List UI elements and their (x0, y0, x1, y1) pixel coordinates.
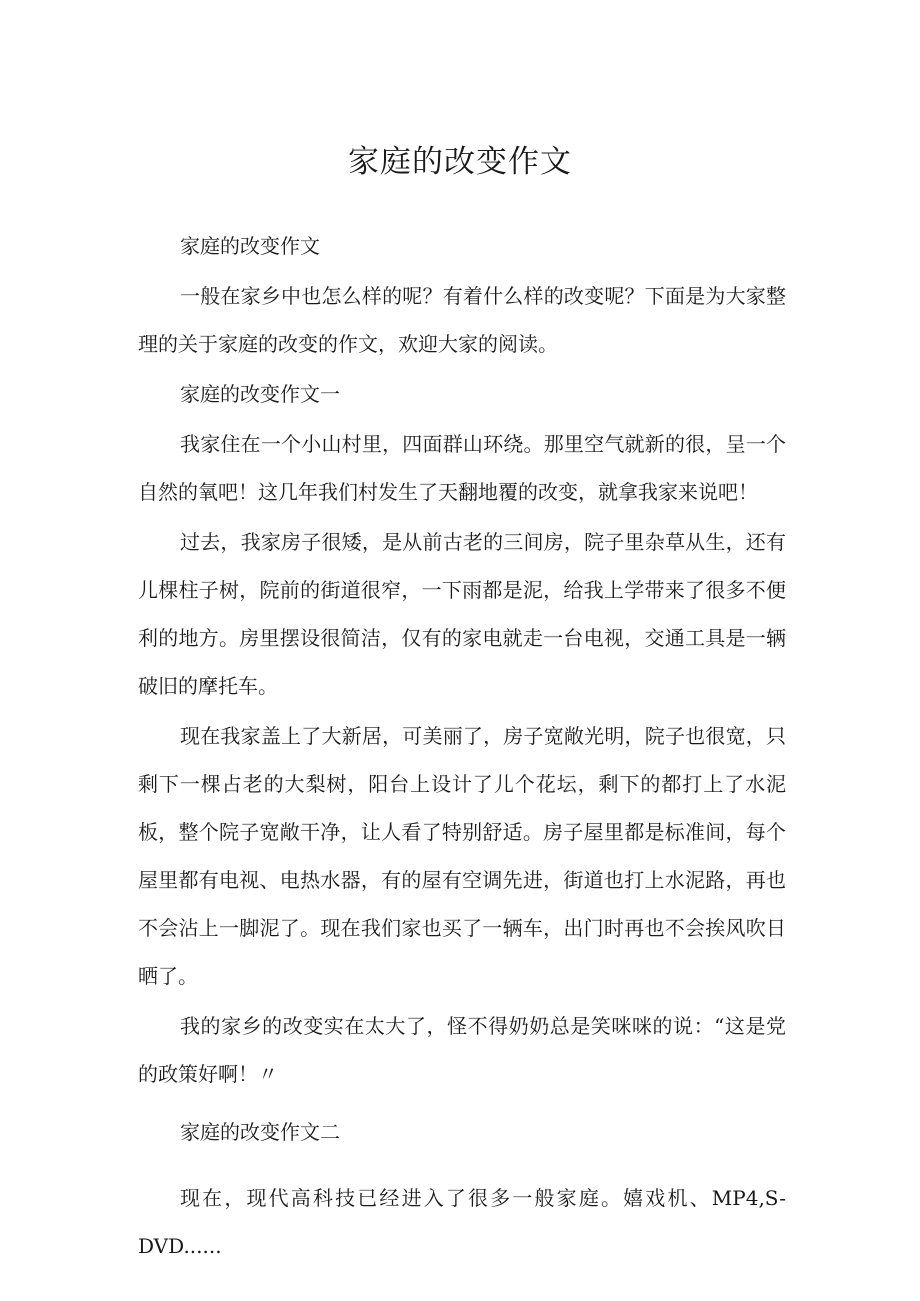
body-paragraph: 过去，我家房子很矮，是从前古老的三间房，院子里杂草从生，还有儿棵柱子树，院前的街道很窄，一下雨都是泥，给我上学带来了很多不便利的地方。房里摆设很简洁，仅有的家电就走一台电视，交通工具是一辆破旧的摩托车。 (138, 530, 786, 698)
section-heading-two: 家庭的改变作文二 (180, 1120, 340, 1144)
section-heading-one: 家庭的改变作文一 (180, 382, 340, 406)
document-body (138, 222, 786, 1270)
body-paragraph: 我家住在一个小山村里，四面群山环绕。那里空气就新的很，呈一个自然的氧吧！这几年我们村发生了天翻地覆的改变，就拿我家来说吧！ (138, 432, 786, 504)
subtitle-paragraph: 家庭的改变作文 (180, 234, 320, 258)
body-paragraph: 我的家乡的改变实在太大了，怪不得奶奶总是笑咪咪的说：“这是党的政策好啊！〃 (138, 1014, 786, 1086)
body-paragraph: 现在，现代高科技已经进入了很多一般家庭。嬉戏机、MP4,S-DVD...... (138, 1186, 786, 1258)
intro-paragraph: 一般在家乡中也怎么样的呢？有着什么样的改变呢？下面是为大家整理的关于家庭的改变的作文，欢迎大家的阅读。 (138, 284, 786, 356)
page-title: 家庭的改变作文 (348, 144, 572, 180)
body-paragraph: 现在我家盖上了大新居，可美丽了，房子宽敞光明，院子也很宽，只剩下一棵占老的大梨树，阳台上设计了儿个花坛，剩下的都打上了水泥板，整个院子宽敞干净，让人看了特别舒适。房子屋里都是标准间，每个屋里都有电视、电热水器，有的屋有空调先进，街道也打上水泥路，再也不会沾上一脚泥了。现在我们家也买了一辆车，出门时再也不会挨风吹日晒了。 (138, 724, 786, 988)
